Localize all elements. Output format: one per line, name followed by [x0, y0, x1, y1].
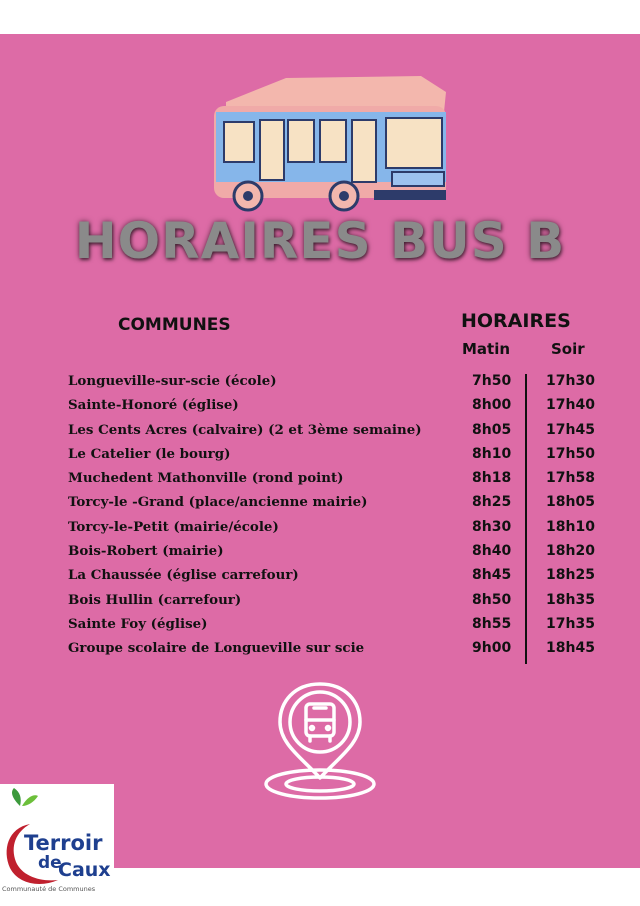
soir-time: 18h25: [546, 567, 595, 584]
soir-time: 18h05: [546, 494, 595, 511]
communes-header: COMMUNES: [118, 315, 231, 335]
matin-time: 9h00: [472, 640, 512, 657]
poster-background: [0, 34, 640, 893]
soir-time: 18h10: [546, 518, 595, 535]
soir-time: 17h58: [546, 470, 595, 487]
matin-time: 8h50: [472, 591, 512, 608]
commune-name: La Chaussée (église carrefour): [68, 567, 299, 584]
schedule-row: [68, 590, 628, 614]
schedule-row: [68, 565, 628, 589]
schedule-row: [68, 541, 628, 565]
commune-name: Muchedent Mathonville (rond point): [68, 470, 344, 487]
schedule-row: [68, 638, 628, 662]
soir-header: Soir: [551, 340, 585, 358]
logo-mark: [0, 784, 114, 902]
commune-name: Torcy-le -Grand (place/ancienne mairie): [68, 494, 368, 511]
schedule-row: [68, 468, 628, 492]
commune-name: Le Catelier (le bourg): [68, 445, 231, 462]
matin-time: 8h45: [472, 567, 512, 584]
matin-time: 7h50: [472, 373, 512, 389]
page-title: HORAIRES BUS B: [74, 212, 566, 270]
commune-name: Les Cents Acres (calvaire) (2 et 3ème semaine): [68, 421, 422, 438]
schedule-row: [68, 517, 628, 541]
schedule-row: [68, 420, 628, 444]
terroir-de-caux-logo: [0, 784, 114, 902]
soir-time: 17h40: [546, 397, 595, 414]
bus-illustration: [196, 72, 454, 224]
commune-name: Sainte Foy (église): [68, 615, 208, 632]
soir-time: 18h45: [546, 640, 595, 657]
bus-stop-icon: [262, 678, 378, 802]
matin-time: 8h25: [472, 494, 512, 511]
schedule-row: [68, 614, 628, 638]
schedule-table: [68, 371, 628, 663]
schedule-row: [68, 444, 628, 468]
commune-name: Longueville-sur-scie (école): [68, 373, 277, 389]
soir-time: 17h50: [546, 445, 595, 462]
logo-line2: de: [38, 853, 62, 873]
soir-time: 17h30: [546, 373, 595, 389]
matin-time: 8h55: [472, 615, 512, 632]
matin-time: 8h18: [472, 470, 512, 487]
matin-time: 8h00: [472, 397, 512, 414]
commune-name: Torcy-le-Petit (mairie/école): [68, 518, 279, 535]
logo-subtitle: Communauté de Communes: [2, 885, 96, 893]
schedule-row: [68, 395, 628, 419]
column-divider: [525, 374, 527, 664]
commune-name: Bois Hullin (carrefour): [68, 591, 242, 608]
schedule-row: [68, 371, 628, 395]
matin-time: 8h30: [472, 518, 512, 535]
matin-header: Matin: [462, 340, 511, 358]
commune-name: Bois-Robert (mairie): [68, 543, 224, 560]
soir-time: 18h35: [546, 591, 595, 608]
soir-time: 18h20: [546, 543, 595, 560]
schedule-row: [68, 492, 628, 516]
commune-name: Groupe scolaire de Longueville sur scie: [68, 640, 365, 657]
logo-line3: Caux: [58, 859, 111, 881]
soir-time: 17h35: [546, 615, 595, 632]
matin-time: 8h40: [472, 543, 512, 560]
horaires-header: HORAIRES: [461, 310, 571, 332]
soir-time: 17h45: [546, 421, 595, 438]
commune-name: Sainte-Honoré (église): [68, 397, 239, 414]
matin-time: 8h05: [472, 421, 512, 438]
matin-time: 8h10: [472, 445, 512, 462]
logo-line1: Terroir: [24, 831, 103, 855]
